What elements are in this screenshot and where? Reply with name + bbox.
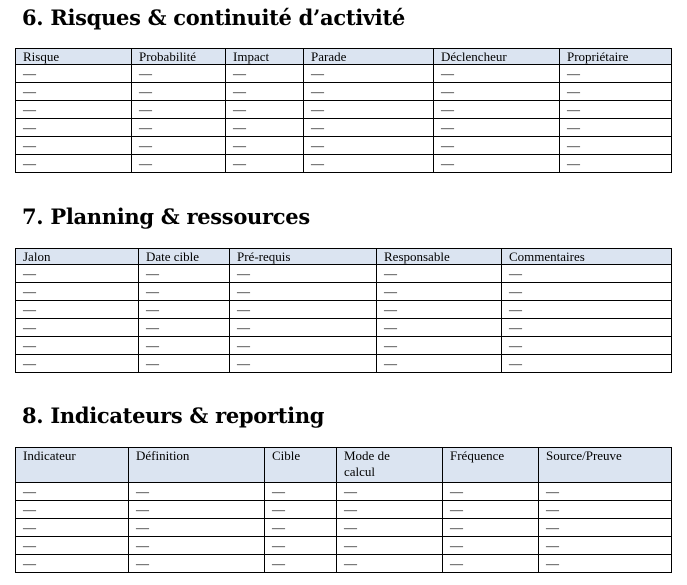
table-cell: — (443, 537, 539, 555)
indicators-table (15, 447, 672, 573)
table-cell: — (265, 519, 337, 537)
column-header: Jalon (16, 249, 139, 265)
section-title-planning: 7. Planning & ressources (22, 204, 310, 229)
table-row (16, 101, 672, 119)
table-cell: — (502, 301, 672, 319)
column-header: Cible (265, 448, 337, 483)
table-cell: — (304, 65, 434, 83)
table-cell: — (304, 155, 434, 173)
table-cell: — (502, 355, 672, 373)
table-cell: — (539, 519, 672, 537)
table-cell: — (434, 137, 560, 155)
table-row (16, 537, 672, 555)
table-cell: — (139, 265, 230, 283)
table-cell: — (132, 137, 226, 155)
table-cell: — (132, 65, 226, 83)
table-cell: — (539, 501, 672, 519)
table-row (16, 65, 672, 83)
table-cell: — (265, 501, 337, 519)
table-cell: — (226, 137, 304, 155)
table-cell: — (129, 555, 265, 573)
column-header: Propriétaire (560, 49, 672, 65)
table-cell: — (16, 137, 132, 155)
table-cell: — (129, 501, 265, 519)
table-cell: — (129, 483, 265, 501)
table-cell: — (502, 337, 672, 355)
table-cell: — (16, 555, 129, 573)
table-cell: — (443, 555, 539, 573)
table-row (16, 265, 672, 283)
table-row (16, 519, 672, 537)
table-cell: — (230, 301, 377, 319)
table-cell: — (337, 501, 443, 519)
table-cell: — (377, 355, 502, 373)
table-cell: — (434, 101, 560, 119)
column-header: Commentaires (502, 249, 672, 265)
column-header: Parade (304, 49, 434, 65)
table-cell: — (16, 519, 129, 537)
table-cell: — (16, 65, 132, 83)
section-title-risques: 6. Risques & continuité d’activité (22, 5, 405, 30)
table-cell: — (304, 119, 434, 137)
table-cell: — (226, 119, 304, 137)
table-cell: — (337, 555, 443, 573)
table-cell: — (502, 265, 672, 283)
table-cell: — (265, 483, 337, 501)
table-cell: — (443, 483, 539, 501)
table-cell: — (132, 101, 226, 119)
table-row (16, 355, 672, 373)
table-cell: — (265, 555, 337, 573)
table-cell: — (129, 537, 265, 555)
table-cell: — (16, 483, 129, 501)
table-cell: — (230, 283, 377, 301)
table-cell: — (139, 337, 230, 355)
column-header: Fréquence (443, 448, 539, 483)
table-cell: — (377, 301, 502, 319)
table-cell: — (16, 537, 129, 555)
table-row (16, 83, 672, 101)
table-cell: — (16, 265, 139, 283)
table-cell: — (337, 483, 443, 501)
table-cell: — (560, 65, 672, 83)
table-row (16, 155, 672, 173)
table-cell: — (16, 101, 132, 119)
table-cell: — (560, 137, 672, 155)
column-header: Impact (226, 49, 304, 65)
table-cell: — (16, 119, 132, 137)
column-header: Définition (129, 448, 265, 483)
table-cell: — (139, 355, 230, 373)
table-cell: — (226, 101, 304, 119)
table-cell: — (230, 355, 377, 373)
table-cell: — (539, 555, 672, 573)
column-header: Source/Preuve (539, 448, 672, 483)
table-cell: — (226, 65, 304, 83)
table-cell: — (304, 101, 434, 119)
table-row (16, 301, 672, 319)
table-cell: — (377, 283, 502, 301)
table-cell: — (16, 501, 129, 519)
column-header: Date cible (139, 249, 230, 265)
table-cell: — (230, 265, 377, 283)
table-cell: — (16, 301, 139, 319)
column-header: Indicateur (16, 448, 129, 483)
table-row (16, 119, 672, 137)
table-cell: — (139, 301, 230, 319)
table-cell: — (434, 155, 560, 173)
table-cell: — (502, 283, 672, 301)
table-row (16, 337, 672, 355)
table-cell: — (139, 283, 230, 301)
table-cell: — (226, 155, 304, 173)
table-cell: — (265, 537, 337, 555)
table-cell: — (132, 155, 226, 173)
table-cell: — (16, 355, 139, 373)
table-cell: — (377, 265, 502, 283)
table-cell: — (230, 337, 377, 355)
column-header: Probabilité (132, 49, 226, 65)
table-cell: — (502, 319, 672, 337)
risk-table (15, 48, 672, 173)
table-cell: — (560, 101, 672, 119)
table-cell: — (434, 65, 560, 83)
table-cell: — (337, 537, 443, 555)
table-cell: — (337, 519, 443, 537)
table-cell: — (434, 119, 560, 137)
column-header: Responsable (377, 249, 502, 265)
table-cell: — (443, 501, 539, 519)
table-cell: — (129, 519, 265, 537)
table-header-row (16, 448, 672, 483)
table-row (16, 319, 672, 337)
table-cell: — (16, 155, 132, 173)
table-cell: — (434, 83, 560, 101)
table-cell: — (304, 137, 434, 155)
table-row (16, 283, 672, 301)
table-cell: — (230, 319, 377, 337)
table-cell: — (16, 83, 132, 101)
table-cell: — (560, 119, 672, 137)
table-row (16, 483, 672, 501)
table-header-row (16, 49, 672, 65)
table-cell: — (226, 83, 304, 101)
column-header: Mode de calcul (337, 448, 443, 483)
column-header: Déclencheur (434, 49, 560, 65)
table-cell: — (304, 83, 434, 101)
table-cell: — (16, 319, 139, 337)
table-cell: — (539, 483, 672, 501)
column-header: Pré-requis (230, 249, 377, 265)
column-header: Risque (16, 49, 132, 65)
section-title-indicateurs: 8. Indicateurs & reporting (22, 403, 325, 428)
planning-table (15, 248, 672, 373)
table-cell: — (16, 283, 139, 301)
table-cell: — (16, 337, 139, 355)
table-cell: — (560, 83, 672, 101)
table-cell: — (443, 519, 539, 537)
table-cell: — (132, 119, 226, 137)
table-row (16, 501, 672, 519)
table-cell: — (377, 319, 502, 337)
table-cell: — (139, 319, 230, 337)
table-row (16, 137, 672, 155)
table-cell: — (377, 337, 502, 355)
table-cell: — (560, 155, 672, 173)
table-row (16, 555, 672, 573)
table-cell: — (132, 83, 226, 101)
table-cell: — (539, 537, 672, 555)
table-header-row (16, 249, 672, 265)
